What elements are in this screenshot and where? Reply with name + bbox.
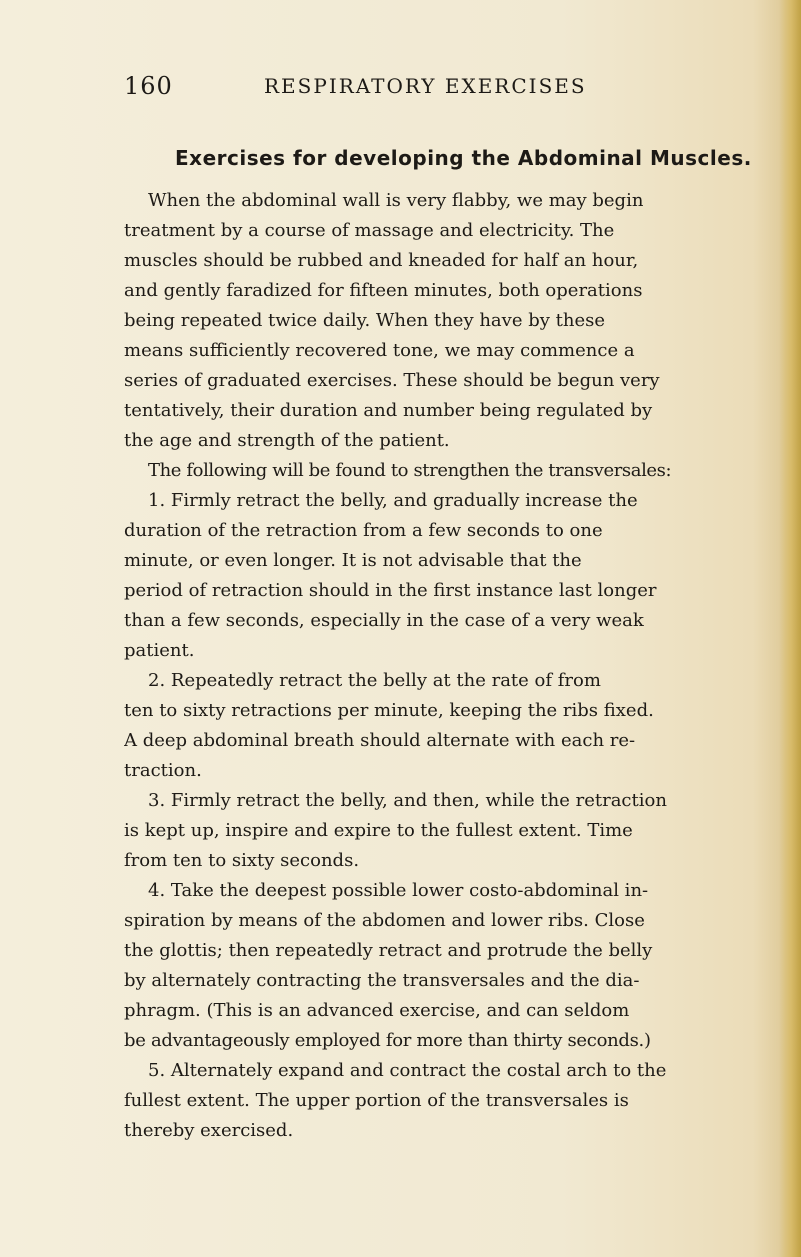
text-line: by alternately contracting the transversales and the dia-: [124, 970, 640, 991]
text-line: 1. Firmly retract the belly, and gradually increase the: [148, 490, 638, 511]
text-line: series of graduated exercises. These should be begun very: [124, 370, 660, 391]
text-line: being repeated twice daily. When they have by these: [124, 310, 605, 331]
text-line: treatment by a course of massage and electricity. The: [124, 220, 615, 241]
text-line: fullest extent. The upper portion of the transversales is: [124, 1090, 629, 1111]
text-line: ten to sixty retractions per minute, keeping the ribs fixed.: [124, 700, 654, 721]
text-line: the age and strength of the patient.: [124, 430, 450, 451]
section-title: Exercises for developing the Abdominal Muscles.: [175, 146, 752, 170]
text-line: When the abdominal wall is very flabby, we may begin: [148, 190, 644, 211]
text-line: The following will be found to strengthen the transversales:: [148, 460, 672, 481]
text-line: than a few seconds, especially in the case of a very weak: [124, 610, 644, 631]
text-line: 2. Repeatedly retract the belly at the rate of from: [148, 670, 601, 691]
text-line: patient.: [124, 640, 195, 661]
text-line: muscles should be rubbed and kneaded for half an hour,: [124, 250, 639, 271]
text-line: and gently faradized for fifteen minutes, both operations: [124, 280, 643, 301]
text-line: phragm. (This is an advanced exercise, and can seldom: [124, 1000, 630, 1021]
body-text: [124, 186, 702, 1146]
page-header: [124, 72, 702, 104]
text-line: thereby exercised.: [124, 1120, 294, 1141]
text-line: be advantageously employed for more than thirty seconds.): [124, 1030, 651, 1051]
text-line: the glottis; then repeatedly retract and protrude the belly: [124, 940, 653, 961]
text-line: 5. Alternately expand and contract the costal arch to the: [148, 1060, 667, 1081]
text-line: spiration by means of the abdomen and lower ribs. Close: [124, 910, 645, 931]
text-line: tentatively, their duration and number being regulated by: [124, 400, 653, 421]
text-line: duration of the retraction from a few seconds to one: [124, 520, 603, 541]
text-line: is kept up, inspire and expire to the fullest extent. Time: [124, 820, 633, 841]
text-line: minute, or even longer. It is not advisable that the: [124, 550, 582, 571]
text-line: from ten to sixty seconds.: [124, 850, 360, 871]
text-line: traction.: [124, 760, 202, 781]
text-line: A deep abdominal breath should alternate with each re-: [124, 730, 636, 751]
text-line: 4. Take the deepest possible lower costo-abdominal in-: [148, 880, 649, 901]
running-title: RESPIRATORY EXERCISES: [264, 74, 587, 98]
page-number: 160: [124, 72, 173, 100]
text-line: means sufficiently recovered tone, we may commence a: [124, 340, 635, 361]
text-line: period of retraction should in the first instance last longer: [124, 580, 657, 601]
text-line: 3. Firmly retract the belly, and then, while the retraction: [148, 790, 667, 811]
page-edge: [779, 0, 801, 1257]
